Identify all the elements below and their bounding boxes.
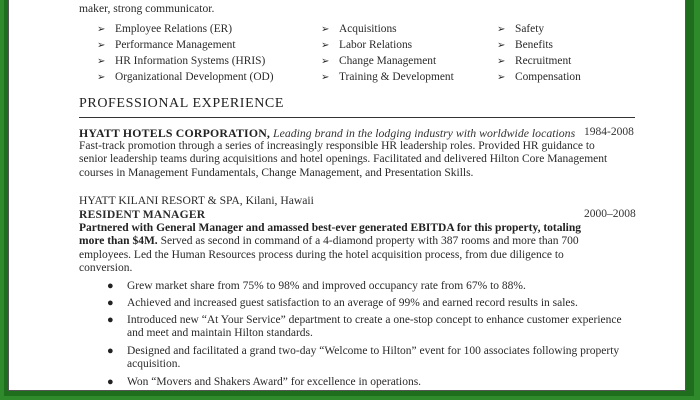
bullet-icon: ● — [107, 297, 114, 309]
arrow-bullet-icon: ➢ — [321, 40, 330, 51]
skill-item: ➢ Performance Management — [97, 39, 236, 51]
arrow-bullet-icon: ➢ — [97, 72, 106, 83]
arrow-bullet-icon: ➢ — [321, 24, 330, 35]
achievement-item: Grew market share from 75% to 98% and improved occupancy rate from 67% to 88%. — [127, 280, 526, 292]
company-tagline: Leading brand in the lodging industry with worldwide locations — [273, 126, 576, 140]
company-description — [79, 140, 639, 180]
summary-text: Served as second in command of a 4-diamond property with 387 rooms and more than 700 — [157, 235, 579, 248]
arrow-bullet-icon: ➢ — [497, 72, 506, 83]
bullet-icon: ● — [107, 376, 114, 388]
arrow-bullet-icon: ➢ — [321, 56, 330, 67]
position-summary — [79, 222, 639, 276]
company-dates: 1984-2008 — [584, 126, 634, 138]
skill-item: ➢ Compensation — [497, 71, 581, 83]
description-line: Fast-track promotion through a series of increasingly responsible HR leadership roles. Provided HR guidance to — [79, 140, 595, 152]
resume-page — [8, 0, 686, 391]
position-dates: 2000–2008 — [584, 208, 636, 220]
section-divider — [79, 117, 635, 118]
arrow-bullet-icon: ➢ — [321, 72, 330, 83]
arrow-bullet-icon: ➢ — [497, 40, 506, 51]
skill-item: ➢ Organizational Development (OD) — [97, 71, 274, 83]
achievement-item: Won “Movers and Shakers Award” for excellence in operations. — [127, 376, 422, 388]
skill-item: ➢ Recruitment — [497, 55, 572, 67]
skill-item: ➢ Safety — [497, 23, 545, 35]
intro-line: maker, strong communicator. — [79, 2, 215, 15]
skill-item: ➢ Labor Relations — [321, 39, 413, 51]
company-name: HYATT HOTELS CORPORATION, — [79, 126, 271, 140]
achievement-item: Introduced new “At Your Service” department to create a one-stop concept to enhance customer experience and meet and maintain Hilton standards. — [127, 314, 622, 340]
skill-item: ➢ Employee Relations (ER) — [97, 23, 233, 35]
description-line: courses in Management Fundamentals, Change Management, and Presentation Skills. — [79, 166, 474, 179]
skill-item: ➢ HR Information Systems (HRIS) — [97, 55, 266, 67]
summary-highlight: more than $4M. — [79, 235, 158, 248]
skill-item: ➢ Training & Development — [321, 71, 454, 83]
bullet-icon: ● — [107, 345, 114, 357]
property-name: HYATT KILANI RESORT & SPA, Kilani, Hawaii — [79, 194, 314, 207]
arrow-bullet-icon: ➢ — [497, 56, 506, 67]
description-line: senior leadership teams during acquisitions and hotel openings. Facilitated and delivered Hilton Core Management — [79, 153, 608, 166]
bullet-icon: ● — [107, 314, 114, 326]
arrow-bullet-icon: ➢ — [97, 56, 106, 67]
bullet-icon: ● — [107, 280, 114, 292]
summary-text: employees. Led the Human Resources process during the hotel acquisition process, from due diligence to — [79, 248, 564, 261]
summary-highlight: Partnered with General Manager and amassed best-ever generated EBITDA for this property, totaling — [79, 222, 582, 234]
summary-text: conversion. — [79, 262, 133, 275]
achievement-item: Designed and facilitated a grand two-day “Welcome to Hilton” event for 100 associates following property acquisition. — [127, 345, 620, 371]
arrow-bullet-icon: ➢ — [97, 24, 106, 35]
section-title: PROFESSIONAL EXPERIENCE — [79, 96, 285, 111]
skill-item: ➢ Acquisitions — [321, 23, 397, 35]
achievement-item: Achieved and increased guest satisfaction to an average of 99% and earned record results in sales. — [127, 297, 578, 309]
arrow-bullet-icon: ➢ — [497, 24, 506, 35]
skill-item: ➢ Benefits — [497, 39, 553, 51]
company-heading — [79, 126, 575, 141]
position-title: RESIDENT MANAGER — [79, 208, 206, 221]
arrow-bullet-icon: ➢ — [97, 40, 106, 51]
skill-item: ➢ Change Management — [321, 55, 437, 67]
